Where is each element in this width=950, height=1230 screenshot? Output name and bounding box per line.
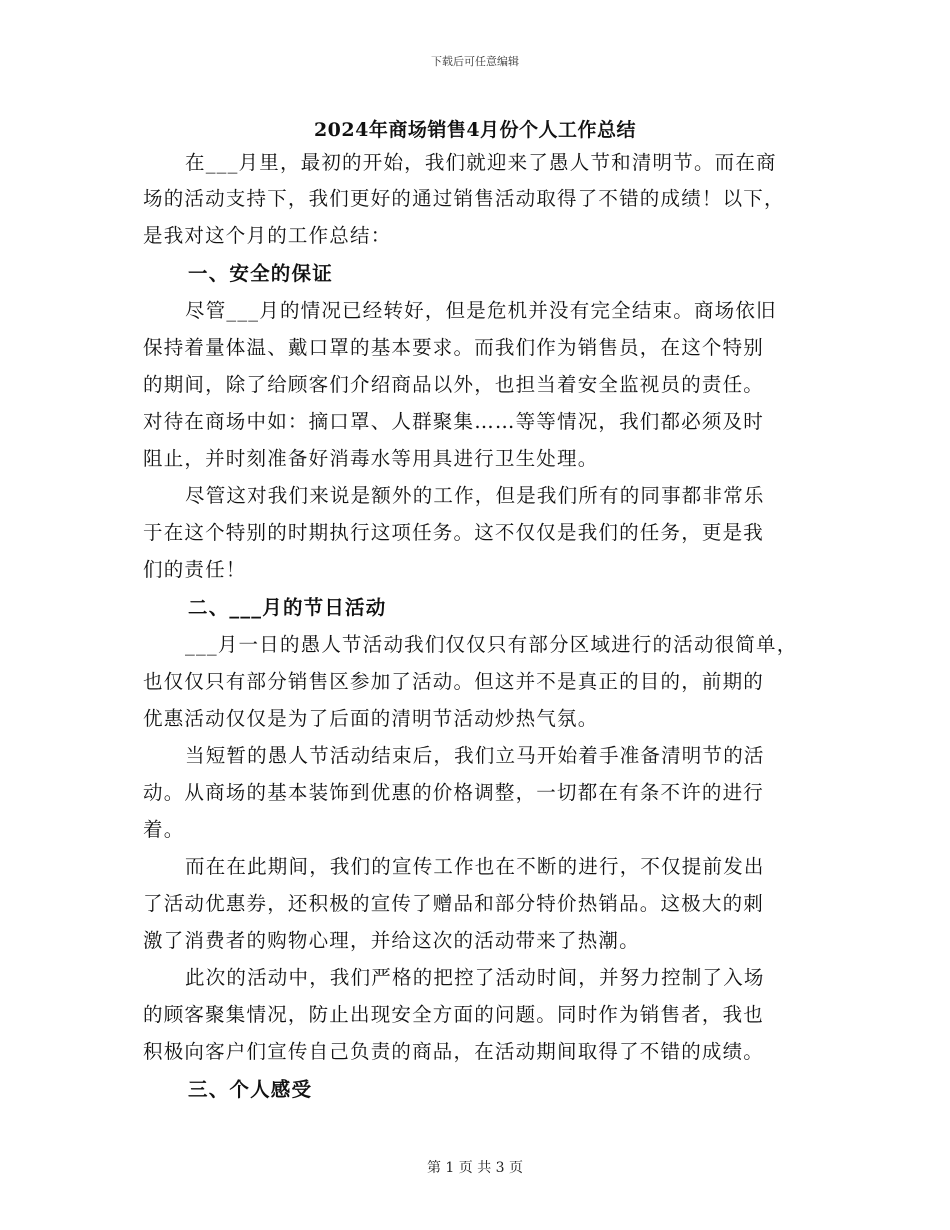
page-footer: 第 1 页 共 3 页 <box>426 1160 524 1176</box>
paragraph-line: ___月一日的愚人节活动我们仅仅只有部分区域进行的活动很简单， <box>185 633 798 656</box>
paragraph-line: 了活动优惠券，还积极的宣传了赠品和部分特价热销品。这极大的刺 <box>143 892 765 915</box>
paragraph-line: 阻止，并时刻准备好消毒水等用具进行卫生处理。 <box>143 447 599 470</box>
page-header: 下载后可任意编辑 <box>431 55 519 68</box>
document-title: 2024年商场销售4月份个人工作总结 <box>313 119 637 141</box>
paragraph-line: 激了消费者的购物心理，并给这次的活动带来了热潮。 <box>143 929 640 952</box>
paragraph-line: 场的活动支持下，我们更好的通过销售活动取得了不错的成绩！以下， <box>143 187 785 210</box>
paragraph-line: 在___月里，最初的开始，我们就迎来了愚人节和清明节。而在商 <box>185 151 777 174</box>
paragraph-line: 尽管这对我们来说是额外的工作，但是我们所有的同事都非常乐 <box>185 484 765 507</box>
paragraph-line: 此次的活动中，我们严格的把控了活动时间，并努力控制了入场 <box>185 966 765 989</box>
paragraph-line: 尽管___月的情况已经转好，但是危机并没有完全结束。商场依旧 <box>185 299 777 322</box>
paragraph-line: 于在这个特别的时期执行这项任务。这不仅仅是我们的任务，更是我 <box>143 521 765 544</box>
paragraph-line: 动。从商场的基本装饰到优惠的价格调整，一切都在有条不许的进行 <box>143 781 765 804</box>
paragraph-line: 们的责任！ <box>143 558 247 581</box>
section-heading: 二、___月的节日活动 <box>188 596 387 619</box>
section-heading: 一、安全的保证 <box>188 262 333 285</box>
paragraph-line: 的期间，除了给顾客们介绍商品以外，也担当着安全监视员的责任。 <box>143 373 765 396</box>
paragraph-line: 是我对这个月的工作总结： <box>143 224 392 247</box>
paragraph-line: 也仅仅只有部分销售区参加了活动。但这并不是真正的目的，前期的 <box>143 670 765 693</box>
paragraph-line: 保持着量体温、戴口罩的基本要求。而我们作为销售员，在这个特别 <box>143 336 765 359</box>
paragraph-line: 的顾客聚集情况，防止出现安全方面的问题。同时作为销售者，我也 <box>143 1003 765 1026</box>
paragraph-line: 而在在此期间，我们的宣传工作也在不断的进行，不仅提前发出 <box>185 855 765 878</box>
paragraph-line: 积极向客户们宣传自己负责的商品，在活动期间取得了不错的成绩。 <box>143 1040 765 1063</box>
paragraph-line: 对待在商场中如：摘口罩、人群聚集……等等情况，我们都必须及时 <box>143 410 765 433</box>
section-heading: 三、个人感受 <box>188 1078 313 1101</box>
paragraph-line: 着。 <box>143 818 185 841</box>
paragraph-line: 优惠活动仅仅是为了后面的清明节活动炒热气氛。 <box>143 707 599 730</box>
paragraph-line: 当短暂的愚人节活动结束后，我们立马开始着手准备清明节的活 <box>185 744 765 767</box>
